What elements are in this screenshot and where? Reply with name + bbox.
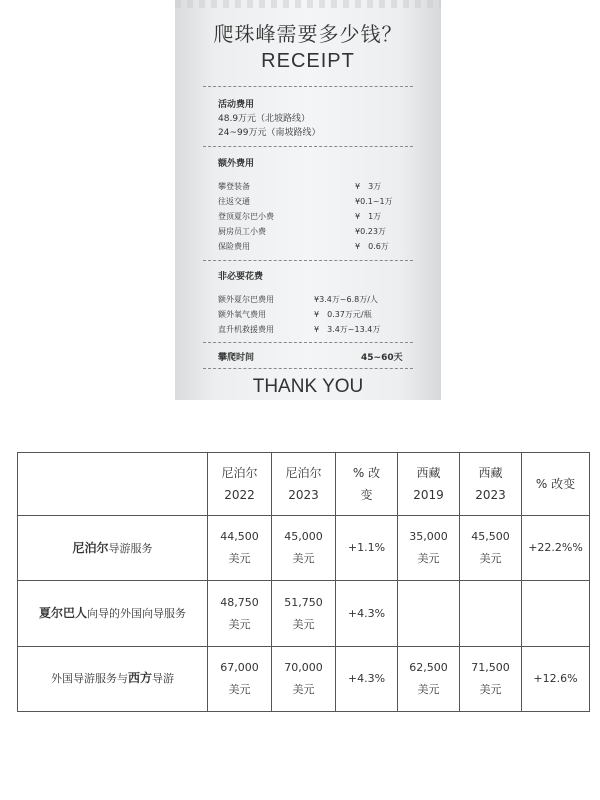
item-label: 厨房员工小费 [218,227,266,236]
cost-comparison-table [17,452,590,712]
item-value: ¥ 0.37万元/瓶 [314,310,372,319]
item-value: ¥3.4万~6.8万/人 [314,295,378,304]
item-label: 往返交通 [218,197,250,206]
table-cell: 67,000 美元 [208,646,272,711]
item-label: 攀登装备 [218,182,250,191]
activity-heading: 活动费用 [218,100,255,110]
table-row [18,646,590,711]
receipt-thanks: THANK YOU [252,376,364,397]
optional-heading: 非必要花费 [218,272,264,282]
header-cell [18,453,208,516]
table-header-row [18,453,590,516]
table-cell: 45,500 美元 [460,516,522,581]
item-label: 保险费用 [218,242,250,251]
climb-time [218,350,408,363]
header-cell: 尼泊尔 2022 [208,453,272,516]
divider [203,86,413,87]
row-label: 外国导游服务与西方导游 [18,646,208,711]
extra-item [218,211,408,223]
time-label: 攀爬时间 [218,353,255,363]
table-cell: +1.1% [336,516,398,581]
table-cell: 48,750 美元 [208,581,272,646]
optional-item [218,309,408,321]
divider [203,146,413,147]
table-cell [522,581,590,646]
extra-item [218,181,408,193]
header-cell: 西藏 2023 [460,453,522,516]
header-cell: % 改变 [522,453,590,516]
item-value: ¥0.23万 [355,227,386,236]
item-value: ¥ 1万 [355,212,382,221]
time-value: 45~60天 [361,353,403,363]
item-value: ¥ 0.6万 [355,242,389,251]
table-cell: 70,000 美元 [272,646,336,711]
table-row [18,581,590,646]
activity-line: 48.9万元（北坡路线） [218,114,311,124]
extra-heading: 额外费用 [218,159,255,169]
receipt-subtitle: RECEIPT [261,50,355,72]
divider [203,342,413,343]
table-cell [460,581,522,646]
item-label: 登顶夏尔巴小费 [218,212,274,221]
table-cell: 71,500 美元 [460,646,522,711]
table-cell: +4.3% [336,581,398,646]
table-cell: 45,000 美元 [272,516,336,581]
table-cell: +4.3% [336,646,398,711]
extra-item [218,241,408,253]
item-value: ¥0.1~1万 [355,197,393,206]
item-value: ¥ 3万 [355,182,382,191]
header-cell: 西藏 2019 [398,453,460,516]
table-cell: 44,500 美元 [208,516,272,581]
receipt-title: 爬珠峰需要多少钱？ [213,22,403,46]
activity-line: 24~99万元（南坡路线） [218,128,321,138]
table-cell: 62,500 美元 [398,646,460,711]
divider [203,260,413,261]
receipt-image [175,0,441,400]
table-cell: 35,000 美元 [398,516,460,581]
divider [203,368,413,369]
item-label: 额外氧气费用 [218,310,266,319]
extra-item [218,196,408,208]
item-value: ¥ 3.4万~13.4万 [314,325,381,334]
item-label: 直升机救援费用 [218,325,274,334]
item-label: 额外夏尔巴费用 [218,295,274,304]
table-row [18,516,590,581]
extra-item [218,226,408,238]
table-cell: +22.2%% [522,516,590,581]
header-cell: 尼泊尔 2023 [272,453,336,516]
optional-item [218,324,408,336]
table-cell [398,581,460,646]
row-label: 尼泊尔导游服务 [18,516,208,581]
header-cell: % 改 变 [336,453,398,516]
row-label: 夏尔巴人向导的外国向导服务 [18,581,208,646]
optional-item [218,294,408,306]
table-cell: 51,750 美元 [272,581,336,646]
table-cell: +12.6% [522,646,590,711]
